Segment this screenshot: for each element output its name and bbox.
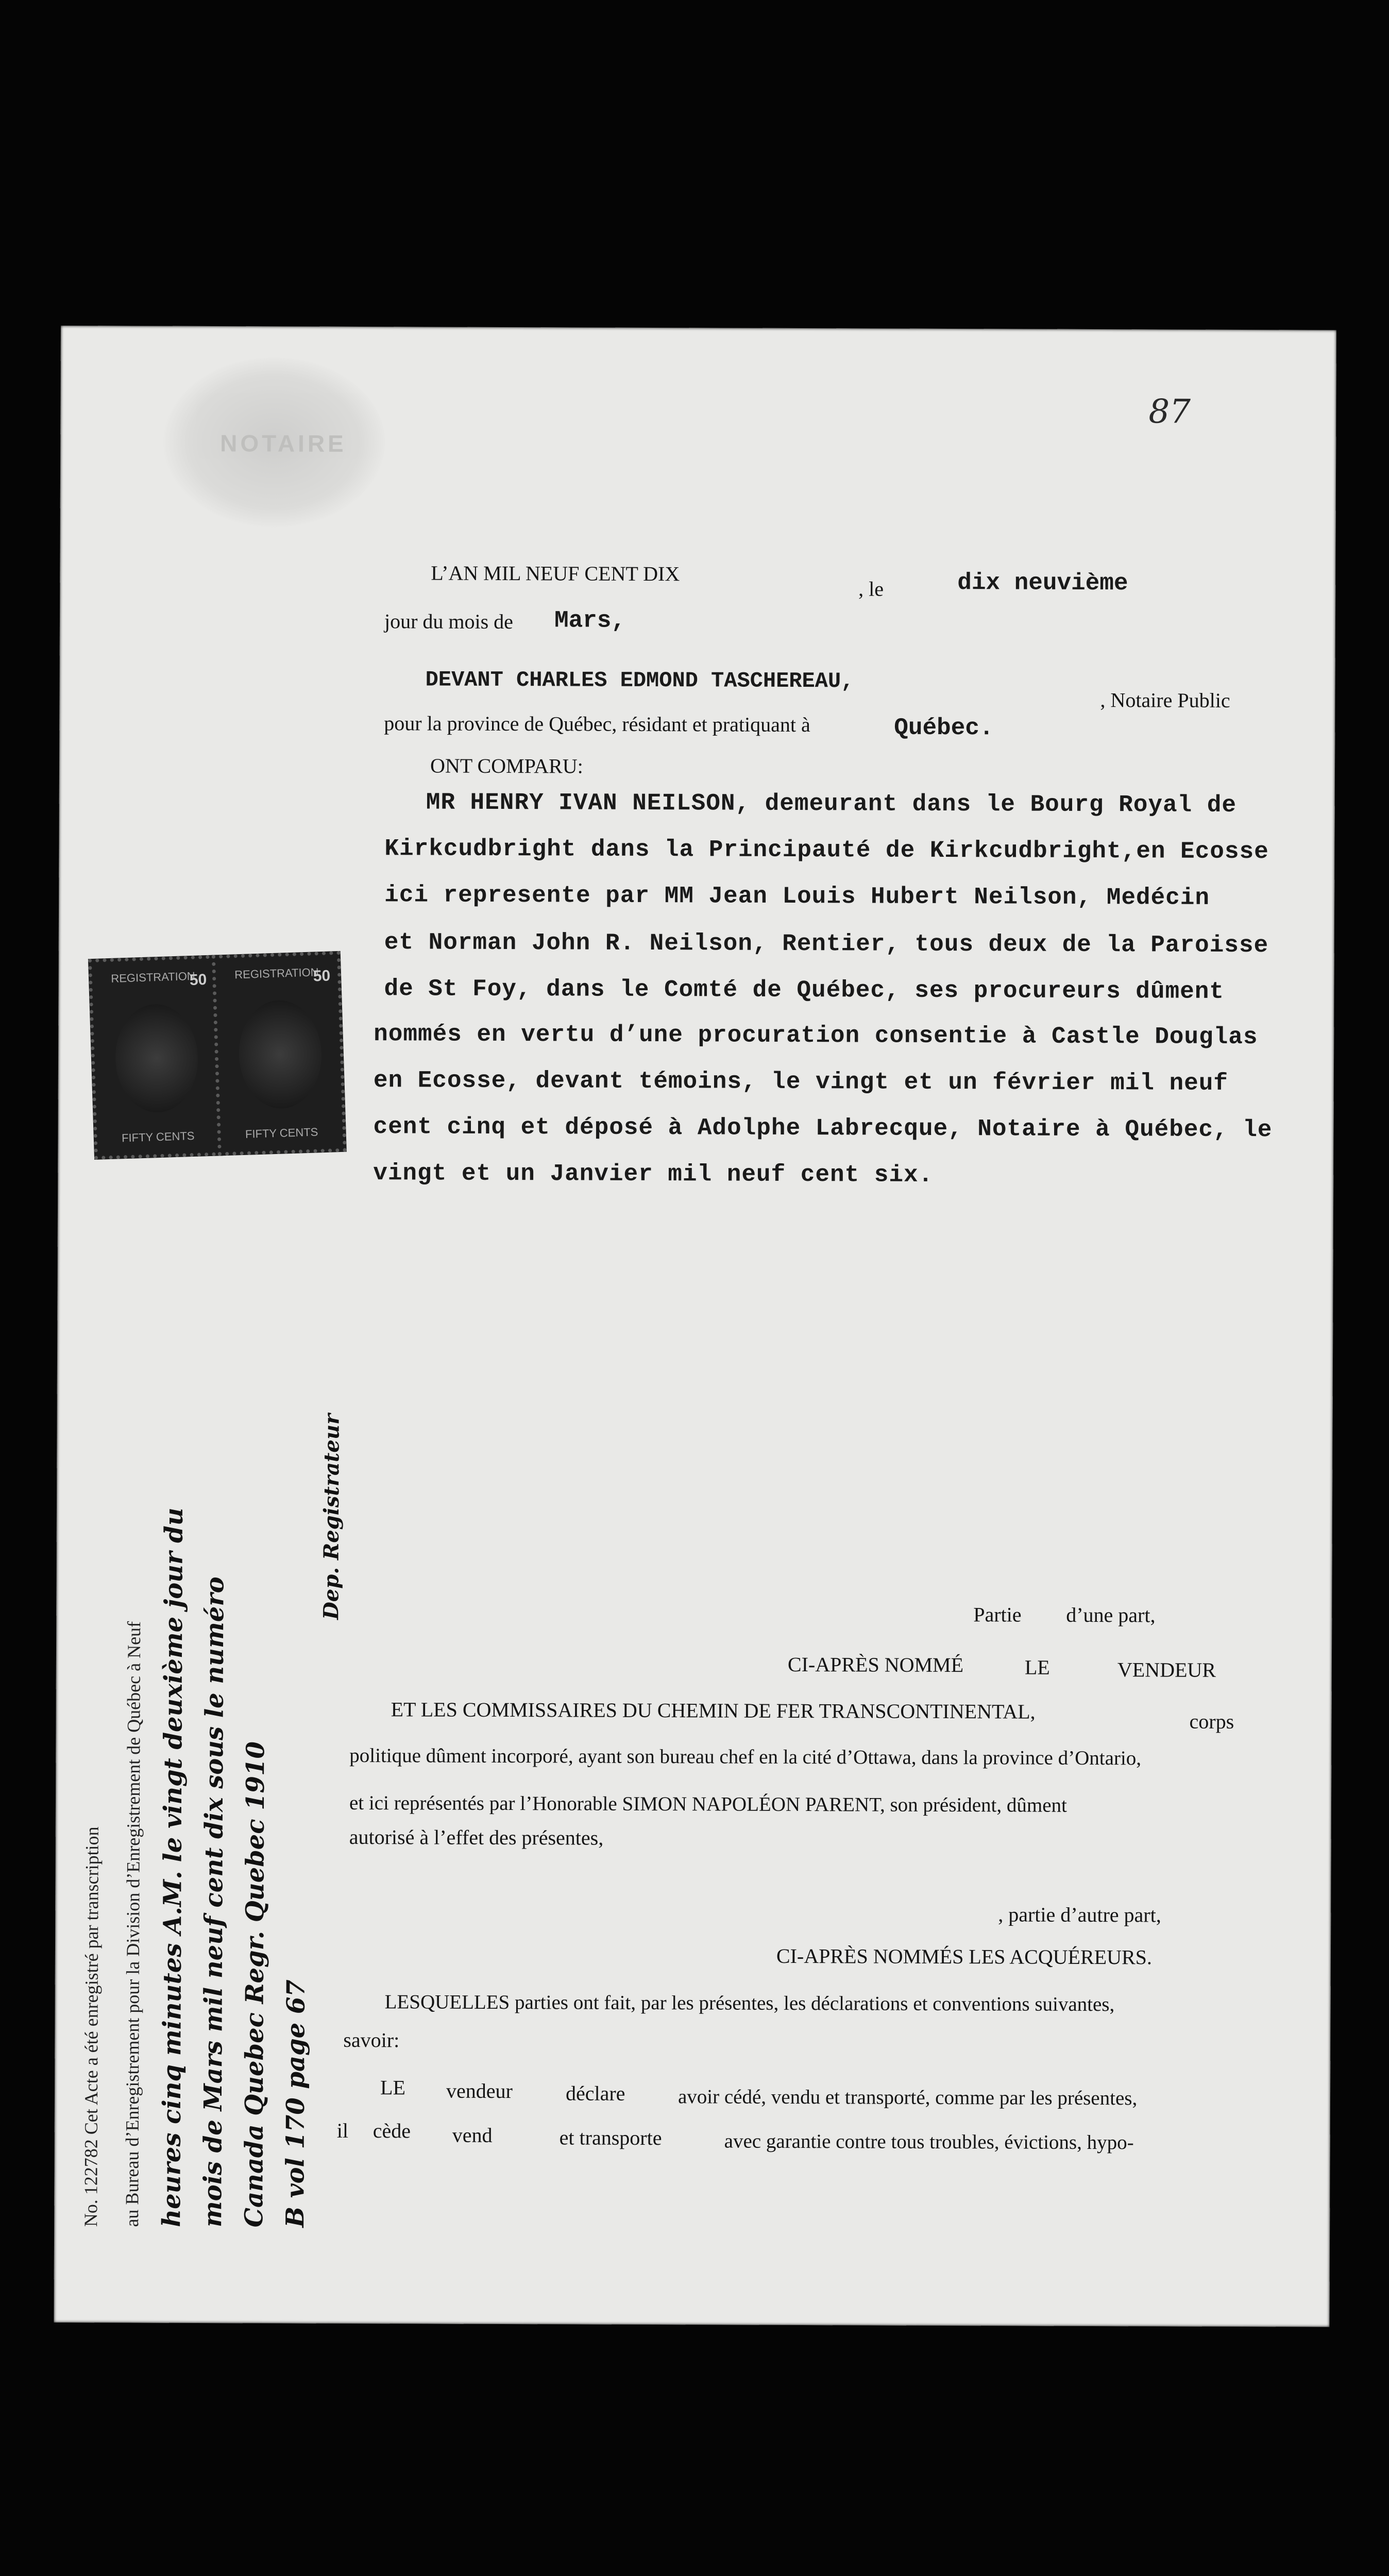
vendeur-heading-c: VENDEUR <box>1117 1658 1216 1682</box>
typed-line-4: et Norman John R. Neilson, Rentier, tous deux de la Paroisse <box>384 929 1269 959</box>
vendeur-heading-a: CI-APRÈS NOMMÉ <box>787 1652 964 1677</box>
registration-line-5: Canada Quebec Regr. Quebec 1910 <box>240 1741 270 2228</box>
autre-part-label: , partie d’autre part, <box>998 1903 1161 1927</box>
seal-text: NOTAIRE <box>220 430 347 457</box>
commissaires-line-2: politique dûment incorporé, ayant son bureau chef en la cité d’Ottawa, dans la province d’Ontario, <box>349 1744 1142 1770</box>
stamp-header: REGISTRATION <box>234 965 319 981</box>
registration-line-4: mois de Mars mil neuf cent dix sous le numéro <box>198 1577 230 2228</box>
notary-seal-embossed <box>163 357 385 528</box>
month-value: Mars, <box>554 607 626 634</box>
il-cede-word-1: il <box>336 2119 349 2142</box>
commissaires-line-3: et ici représentés par l’Honorable SIMON NAPOLÉON PARENT, son président, dûment <box>349 1791 1067 1817</box>
notary-name: DEVANT CHARLES EDMOND TASCHEREAU, <box>425 667 854 694</box>
year-label: L’AN MIL NEUF CENT DIX <box>431 561 680 586</box>
stamp-footer: FIFTY CENTS <box>245 1125 318 1141</box>
ont-compare-label: ONT COMPARU: <box>430 754 583 778</box>
le-vendeur-word-3: déclare <box>565 2081 625 2105</box>
registration-line-1: No. 122782 Cet Acte a été enregistré par transcription <box>80 1826 103 2227</box>
document-page <box>54 326 1336 2327</box>
vendeur-heading-b: LE <box>1024 1655 1050 1679</box>
commissaires-corps: corps <box>1189 1709 1234 1733</box>
typed-line-7: en Ecosse, devant témoins, le vingt et un février mil neuf <box>373 1067 1229 1097</box>
stamp-portrait <box>114 1003 200 1114</box>
typed-line-3: ici represente par MM Jean Louis Hubert Neilson, Medécin <box>384 882 1210 911</box>
registration-line-2: au Bureau d’Enregistrement pour la Division d’Enregistrement de Québec à Neuf <box>122 1621 145 2227</box>
lesquelles-line-2: savoir: <box>343 2028 400 2052</box>
il-cede-word-5: avec garantie contre tous troubles, évictions, hypo- <box>724 2130 1134 2154</box>
month-label: jour du mois de <box>384 609 514 634</box>
notary-title: , Notaire Public <box>1100 688 1230 712</box>
lesquelles-line-1: LESQUELLES parties ont fait, par les présentes, les déclarations et conventions suivantes, <box>384 1991 1115 2016</box>
il-cede-word-2: cède <box>372 2119 411 2143</box>
registration-note <box>70 1227 362 2228</box>
typed-line-2: Kirkcudbright dans la Principauté de Kirkcudbright,en Ecosse <box>384 835 1269 866</box>
partie-label: Partie <box>973 1603 1022 1626</box>
registration-line-3: heures cinq minutes A.M. le vingt deuxième jour du <box>157 1507 189 2227</box>
typed-line-1: MR HENRY IVAN NEILSON, demeurant dans le Bourg Royal de <box>426 789 1237 819</box>
revenue-stamp <box>88 955 223 1160</box>
typed-line-8: cent cinq et déposé à Adolphe Labrecque, Notaire à Québec, le <box>373 1113 1273 1144</box>
day-value: dix neuvième <box>957 569 1128 597</box>
le-vendeur-word-4: avoir cédé, vendu et transporté, comme par les présentes, <box>677 2086 1138 2110</box>
registration-line-6: B vol 170 page 67 <box>281 1979 311 2228</box>
le-label: , le <box>858 577 884 601</box>
registrar-signature: Dep. Registrateur <box>319 1413 344 1620</box>
revenue-stamp <box>212 951 347 1156</box>
stamp-value: 50 <box>313 967 331 985</box>
le-vendeur-word-2: vendeur <box>446 2079 513 2103</box>
commissaires-line-1: ET LES COMMISSAIRES DU CHEMIN DE FER TRANSCONTINENTAL, <box>391 1698 1036 1723</box>
province-label: pour la province de Québec, résidant et pratiquant à <box>384 711 810 737</box>
le-vendeur-word-1: LE <box>380 2076 406 2099</box>
page-number: 87 <box>1148 393 1191 431</box>
typed-line-6: nommés en vertu d’une procuration consentie à Castle Douglas <box>374 1021 1258 1051</box>
il-cede-word-3: vend <box>452 2123 493 2147</box>
typed-line-9: vingt et un Janvier mil neuf cent six. <box>373 1160 934 1189</box>
typed-line-5: de St Foy, dans le Comté de Québec, ses procureurs dûment <box>384 975 1225 1005</box>
stamp-portrait <box>238 999 324 1110</box>
acquereurs-heading: CI-APRÈS NOMMÉS LES ACQUÉREURS. <box>776 1944 1153 1969</box>
revenue-stamps <box>88 951 358 1165</box>
stamp-value: 50 <box>189 971 207 989</box>
une-part-label: d’une part, <box>1066 1603 1156 1627</box>
il-cede-word-4: et transporte <box>559 2126 662 2150</box>
stamp-header: REGISTRATION <box>111 969 196 985</box>
commissaires-line-4: autorisé à l’effet des présentes, <box>349 1825 604 1850</box>
city-value: Québec. <box>894 714 994 742</box>
stamp-footer: FIFTY CENTS <box>121 1129 195 1145</box>
